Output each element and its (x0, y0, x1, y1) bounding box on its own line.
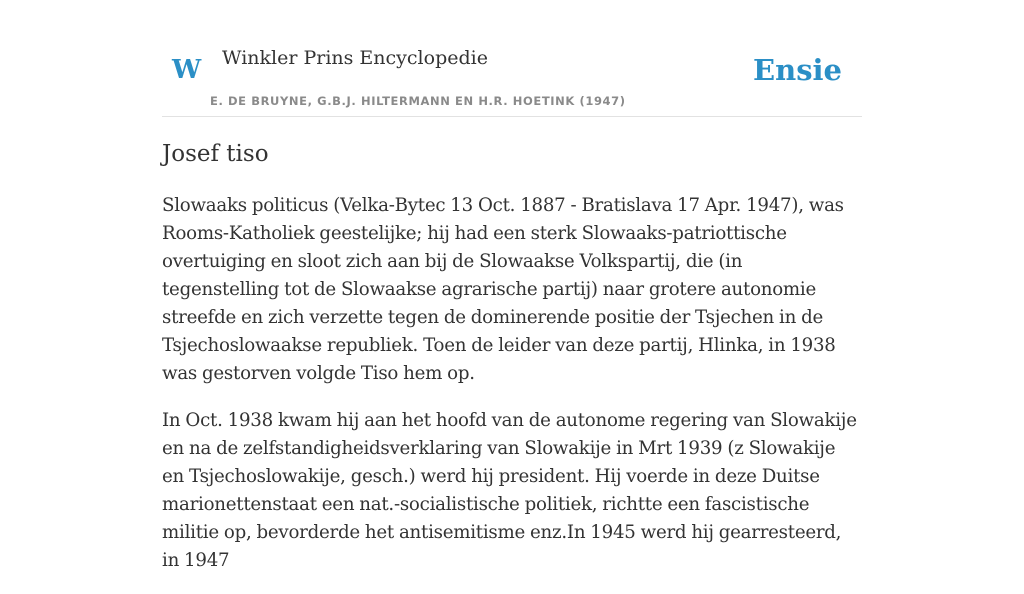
winkler-prins-logo[interactable]: W (172, 55, 202, 85)
source-authors: E. DE BRUYNE, G.B.J. HILTERMANN EN H.R. HOETINK (1947) (210, 94, 626, 108)
article-title: Josef tiso (162, 141, 269, 167)
ensie-brand-logo[interactable]: Ensie (753, 53, 842, 87)
article-paragraph: In Oct. 1938 kwam hij aan het hoofd van de autonome regering van Slowakije en na de zelfstandigheidsverklaring van Slowakije in Mrt 1939 (z Slowakije en Tsjechoslowakije, gesch.) werd hij president. Hij voerde in deze Duitse marionettenstaat een nat.-socialistische politiek, richtte een fascistische militie op, bevorderde het antisemitisme enz.In 1945 werd hij gearresteerd, in 1947 (162, 410, 857, 571)
site-header (162, 0, 862, 117)
site-title[interactable]: Winkler Prins Encyclopedie (222, 47, 488, 69)
page-container (162, 0, 862, 571)
article-paragraph: Slowaaks politicus (Velka-Bytec 13 Oct. 1887 - Bratislava 17 Apr. 1947), was Rooms-Katholiek geestelijke; hij had een sterk Slowaaks-patriottische overtuiging en sloot zich aan bij de Slowaakse Volkspartij, die (in tegenstelling tot de Slowaakse agrarische partij) naar grotere autonomie streefde en zich verzette tegen de dominerende positie der Tsjechen in de Tsjechoslowaakse republiek. Toen de leider van deze partij, Hlinka, in 1938 was gestorven volgde Tiso hem op. (162, 195, 844, 384)
article-body (162, 192, 862, 594)
